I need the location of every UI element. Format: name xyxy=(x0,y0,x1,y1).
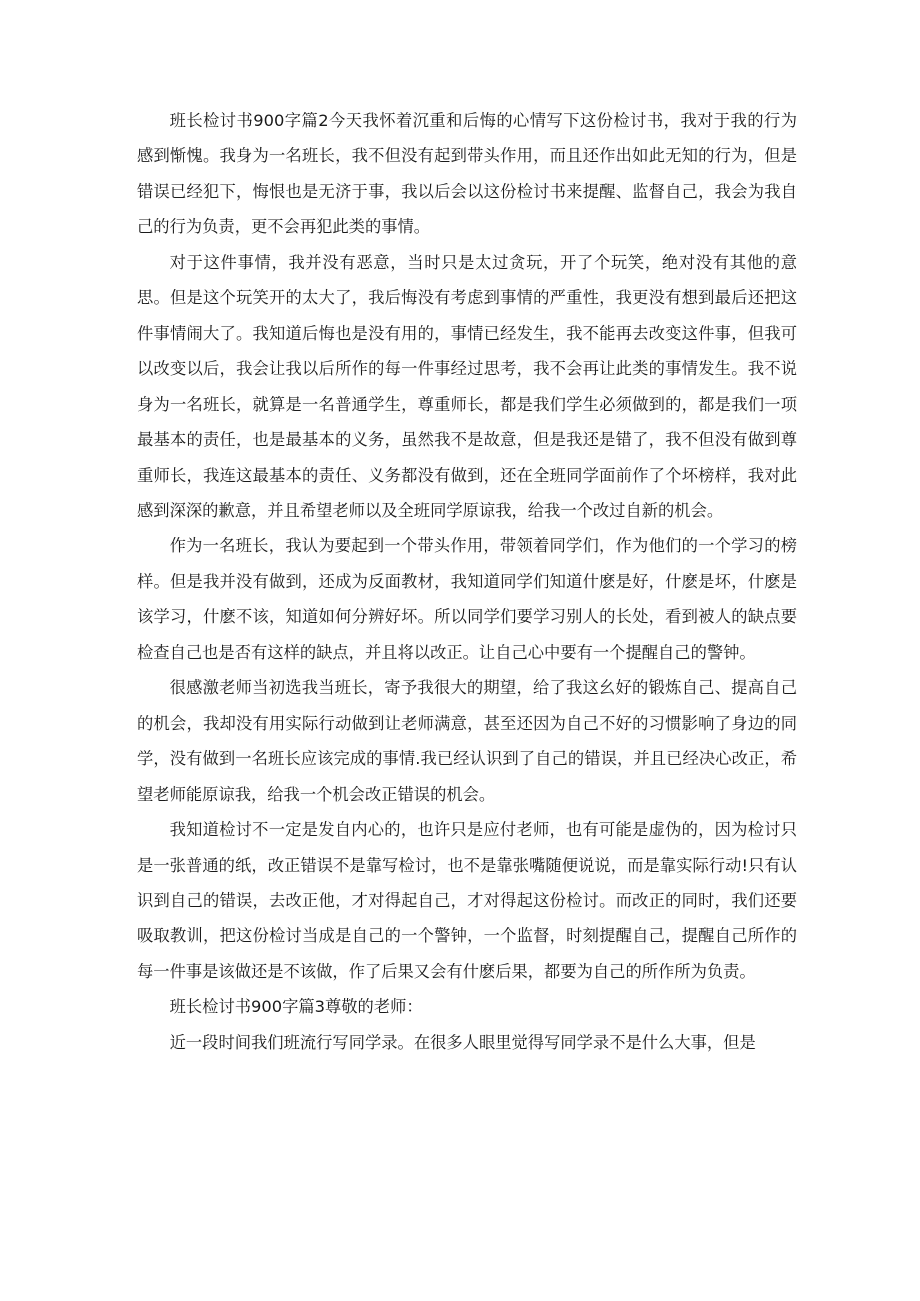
paragraph: 班长检讨书900字篇2今天我怀着沉重和后悔的心情写下这份检讨书，我对于我的行为感到惭愧。我身为一名班长，我不但没有起到带头作用，而且还作出如此无知的行为，但是错误已经犯下，悔恨也是无济于事，我以后会以这份检讨书来提醒、监督自己，我会为我自己的行为负责，更不会再犯此类的事情。 xyxy=(137,111,797,237)
section-heading: 班长检讨书900字篇3尊敬的老师： xyxy=(169,997,423,1017)
paragraph: 很感激老师当初选我当班长，寄予我很大的期望，给了我这幺好的锻炼自己、提高自己的机会，我却没有用实际行动做到让老师满意，甚至还因为自己不好的习惯影响了身边的同学，没有做到一名班长应该完成的事情.我已经认识到了自己的错误，并且已经决心改正，希望老师能原谅我，给我一个机会改正错误的机会。 xyxy=(137,678,797,804)
paragraph: 我知道检讨不一定是发自内心的，也许只是应付老师，也有可能是虚伪的，因为检讨只是一张普通的纸，改正错误不是靠写检讨，也不是靠张嘴随便说说，而是靠实际行动!只有认识到自己的错误，去改正他，才对得起自己，才对得起这份检讨。而改正的同时，我们还要吸取教训，把这份检讨当成是自己的一个警钟，一个监督，时刻提醒自己，提醒自己所作的每一件事是该做还是不该做，作了后果又会有什麽后果，都要为自己的所作所为负责。 xyxy=(137,820,797,981)
paragraph: 作为一名班长，我认为要起到一个带头作用，带领着同学们，作为他们的一个学习的榜样。但是我并没有做到，还成为反面教材，我知道同学们知道什麽是好，什麽是坏，什麽是该学习，什麽不该，知道如何分辨好坏。所以同学们要学习别人的长处，看到被人的缺点要检查自己也是否有这样的缺点，并且将以改正。让自己心中要有一个提醒自己的警钟。 xyxy=(137,536,797,662)
document-body xyxy=(137,103,797,1060)
paragraph: 对于这件事情，我并没有恶意，当时只是太过贪玩，开了个玩笑，绝对没有其他的意思。但是这个玩笑开的太大了，我后悔没有考虑到事情的严重性，我更没有想到最后还把这件事情闹大了。我知道后悔也是没有用的，事情已经发生，我不能再去改变这件事，但我可以改变以后，我会让我以后所作的每一件事经过思考，我不会再让此类的事情发生。我不说身为一名班长，就算是一名普通学生，尊重师长，都是我们学生必须做到的，都是我们一项最基本的责任，也是最基本的义务，虽然我不是故意，但是我还是错了，我不但没有做到尊重师长，我连这最基本的责任、义务都没有做到，还在全班同学面前作了个坏榜样，我对此感到深深的歉意，并且希望老师以及全班同学原谅我，给我一个改过自新的机会。 xyxy=(137,252,797,520)
paragraph: 近一段时间我们班流行写同学录。在很多人眼里觉得写同学录不是什么大事，但是 xyxy=(169,1032,756,1052)
